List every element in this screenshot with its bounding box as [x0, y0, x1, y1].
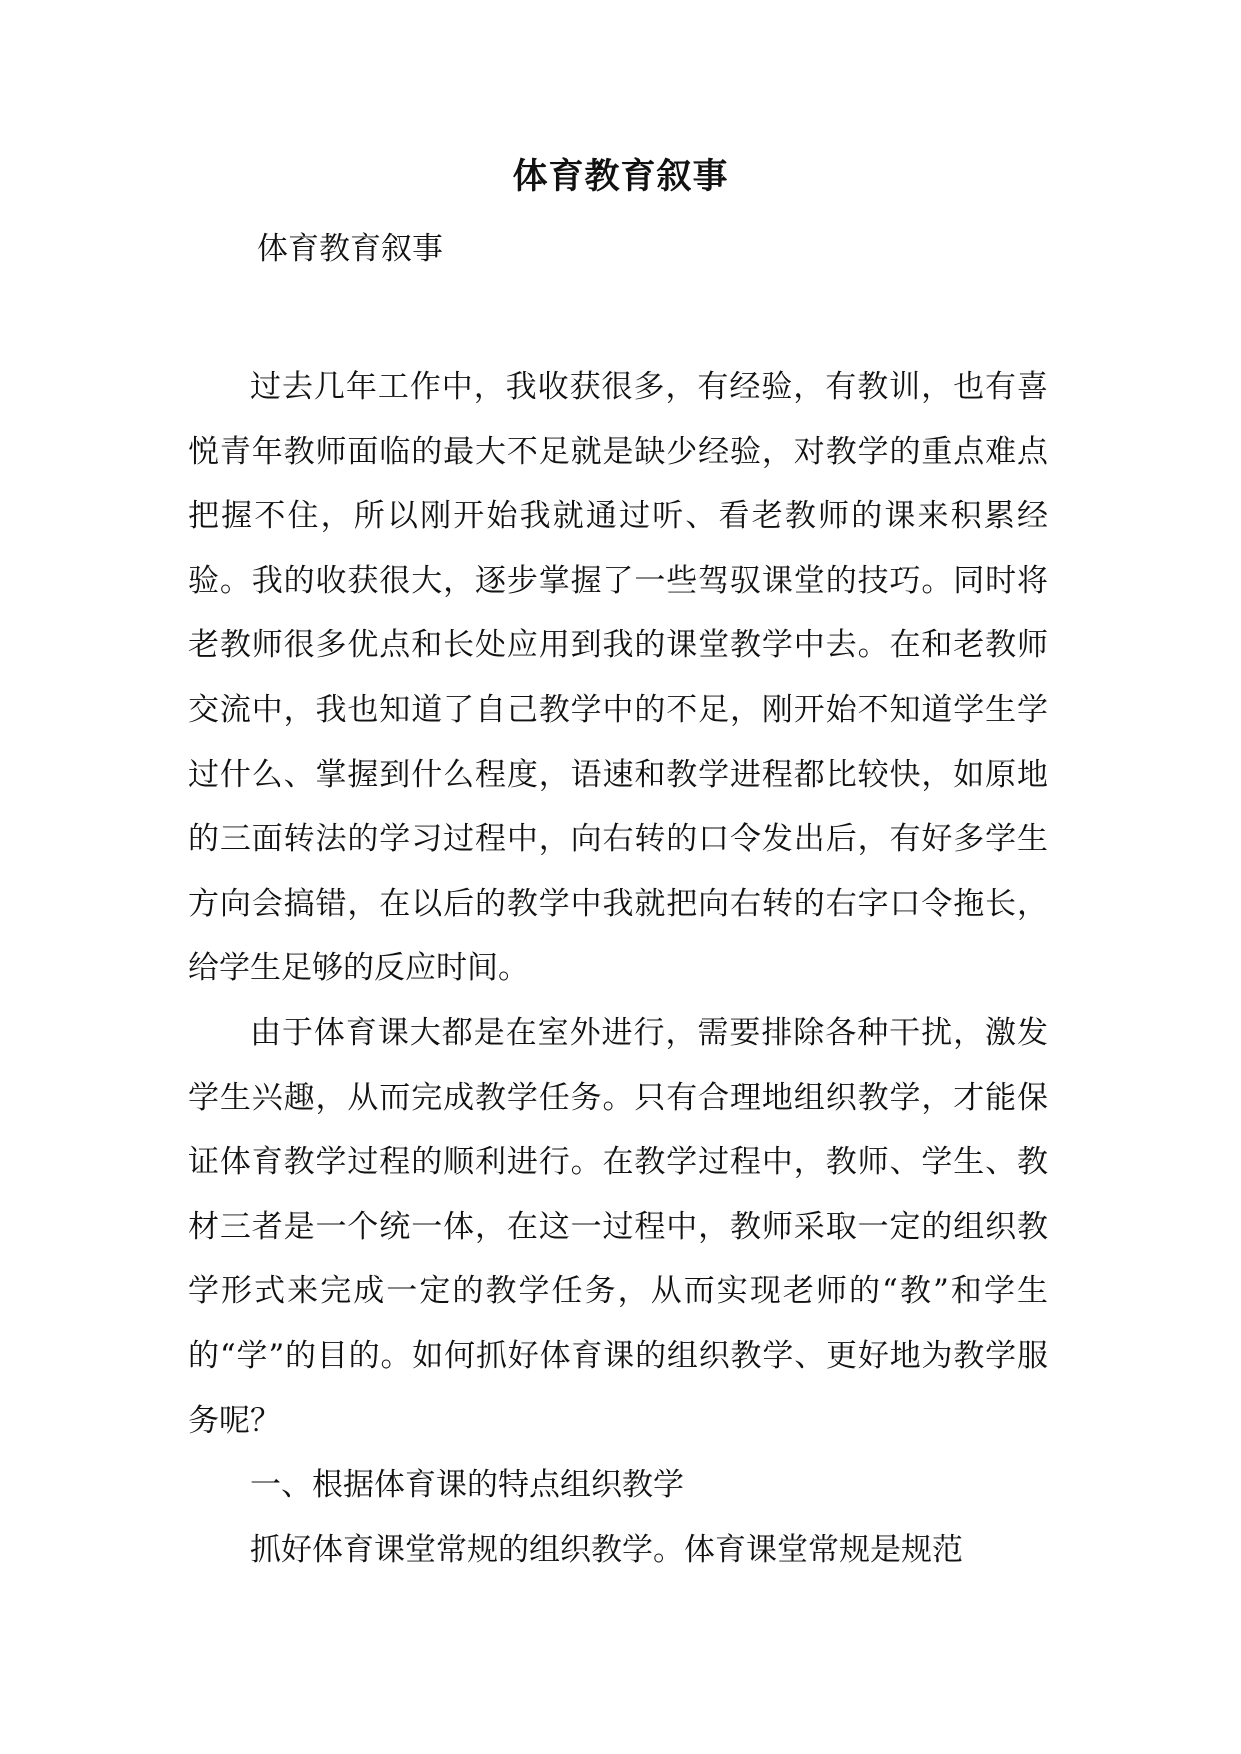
document-body [188, 355, 1048, 1582]
document-title: 体育教育叙事 [512, 156, 729, 197]
paragraph: 过去几年工作中，我收获很多，有经验，有教训，也有喜悦青年教师面临的最大不足就是缺少经验，对教学的重点难点把握不住，所以刚开始我就通过听、看老教师的课来积累经验。我的收获很大，逐步掌握了一些驾驭课堂的技巧。同时将老教师很多优点和长处应用到我的课堂教学中去。在和老教师交流中，我也知道了自己教学中的不足，刚开始不知道学生学过什么、掌握到什么程度，语速和教学进程都比较快，如原地的三面转法的学习过程中，向右转的口令发出后，有好多学生方向会搞错，在以后的教学中我就把向右转的右字口令拖长，给学生足够的反应时间。 [188, 369, 1048, 987]
document-subtitle: 体育教育叙事 [257, 231, 443, 267]
paragraph: 由于体育课大都是在室外进行，需要排除各种干扰，激发学生兴趣，从而完成教学任务。只有合理地组织教学，才能保证体育教学过程的顺利进行。在教学过程中，教师、学生、教材三者是一个统一体，在这一过程中，教师采取一定的组织教学形式来完成一定的教学任务，从而实现老师的“教”和学生的“学”的目的。如何抓好体育课的组织教学、更好地为教学服务呢？ [188, 1014, 1048, 1439]
paragraph: 抓好体育课堂常规的组织教学。体育课堂常规是规范 [250, 1531, 963, 1568]
section-heading: 一、根据体育课的特点组织教学 [250, 1467, 684, 1504]
